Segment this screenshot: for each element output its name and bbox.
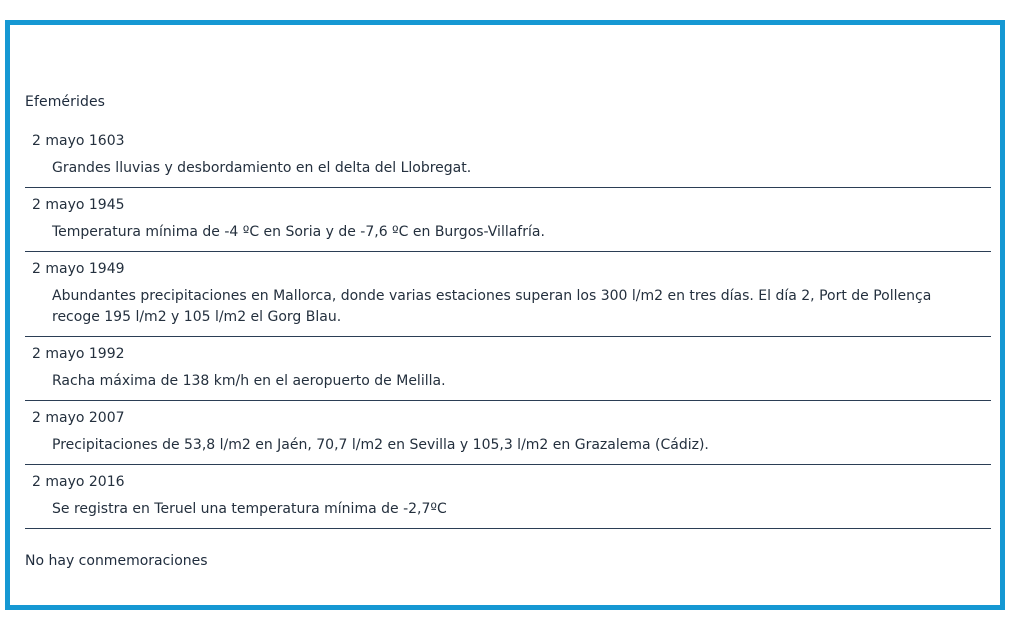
list-item bbox=[25, 252, 991, 337]
entry-text: Temperatura mínima de -4 ºC en Soria y de -7,6 ºC en Burgos-Villafría. bbox=[52, 224, 545, 240]
entry-date: 2 mayo 1603 bbox=[32, 133, 125, 149]
list-item bbox=[25, 337, 991, 401]
list-item bbox=[25, 465, 991, 529]
entry-text: Grandes lluvias y desbordamiento en el delta del Llobregat. bbox=[52, 160, 472, 176]
efemerides-list bbox=[25, 124, 991, 529]
entry-date: 2 mayo 2016 bbox=[32, 474, 125, 490]
entry-date: 2 mayo 1992 bbox=[32, 346, 125, 362]
efemerides-panel bbox=[5, 20, 1005, 610]
entry-date: 2 mayo 1945 bbox=[32, 197, 125, 213]
entry-text: Abundantes precipitaciones en Mallorca, donde varias estaciones superan los 300 l/m2 en tres días. El día 2, Port de Pollença recoge 195 l/m2 y 105 l/m2 el Gorg Blau. bbox=[52, 288, 932, 325]
list-item bbox=[25, 124, 991, 188]
commemorations-note: No hay conmemoraciones bbox=[25, 553, 208, 569]
entry-text: Racha máxima de 138 km/h en el aeropuerto de Melilla. bbox=[52, 373, 446, 389]
list-item bbox=[25, 188, 991, 252]
entry-text: Se registra en Teruel una temperatura mínima de -2,7ºC bbox=[52, 501, 447, 517]
entry-text: Precipitaciones de 53,8 l/m2 en Jaén, 70,7 l/m2 en Sevilla y 105,3 l/m2 en Grazalema (Cádiz). bbox=[52, 437, 709, 453]
entry-date: 2 mayo 1949 bbox=[32, 261, 125, 277]
list-item bbox=[25, 401, 991, 465]
entry-date: 2 mayo 2007 bbox=[32, 410, 125, 426]
section-title: Efemérides bbox=[25, 94, 106, 110]
